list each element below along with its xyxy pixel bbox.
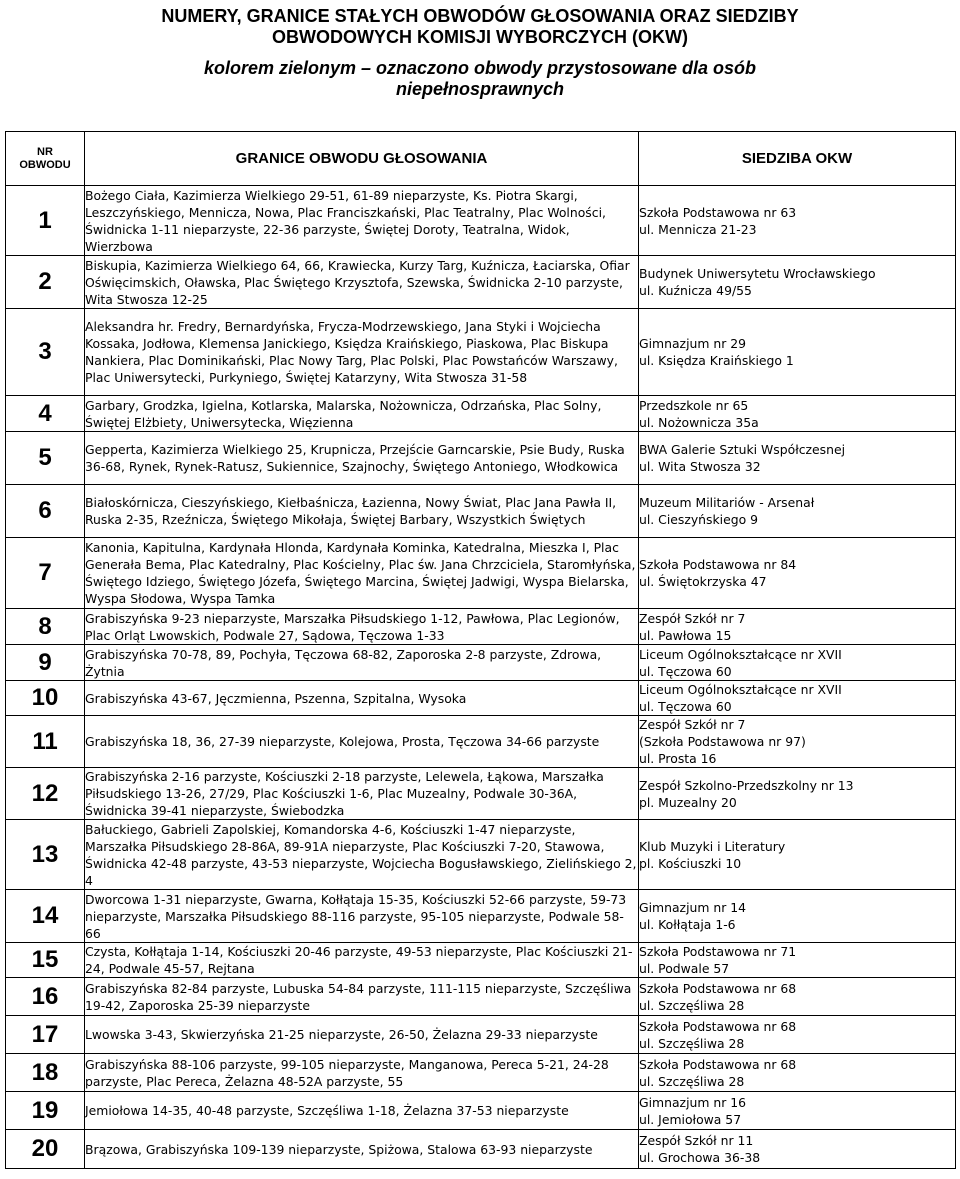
- committee-seat: [639, 538, 956, 609]
- column-header-number: [6, 132, 85, 186]
- committee-seat: [639, 609, 956, 645]
- committee-seat: [639, 820, 956, 890]
- committee-seat-line: Gimnazjum nr 16: [639, 1094, 747, 1110]
- committee-seat-line: ul. Mennicza 21-23: [639, 221, 757, 237]
- committee-seat-line: Szkoła Podstawowa nr 84: [639, 557, 797, 572]
- column-header-number-line-2: OBWODU: [19, 158, 71, 171]
- committee-seat-line: pl. Kościuszki 10: [639, 855, 742, 871]
- committee-seat: [639, 432, 956, 485]
- committee-seat-line: ul. Prosta 16: [639, 751, 717, 766]
- committee-seat-line: Zespół Szkół nr 7: [639, 717, 746, 732]
- table-row: [6, 1016, 956, 1054]
- table-row: [6, 943, 956, 978]
- table-row: [6, 768, 956, 820]
- committee-seat-line: ul. Tęczowa 60: [639, 663, 732, 679]
- column-header-number-line-1: NR: [37, 145, 53, 158]
- district-number: 16: [6, 978, 85, 1016]
- committee-seat: [639, 256, 956, 309]
- table-row: [6, 645, 956, 681]
- committee-seat-line: pl. Muzealny 20: [639, 794, 737, 810]
- district-number: 14: [6, 890, 85, 943]
- committee-seat-line: ul. Kuźnicza 49/55: [639, 283, 752, 298]
- district-number: 13: [6, 820, 85, 890]
- district-boundaries: Grabiszyńska 88-106 parzyste, 99-105 nieparzyste, Manganowa, Pereca 5-21, 24-28 parzyste, Plac Pereca, Żelazna 48-52A parzyste, 55: [85, 1054, 639, 1092]
- table-row: [6, 609, 956, 645]
- committee-seat-line: ul. Nożownicza 35a: [639, 414, 759, 430]
- table-row: [6, 1130, 956, 1169]
- table-row: [6, 396, 956, 432]
- committee-seat-line: ul. Tęczowa 60: [639, 699, 732, 714]
- district-boundaries: Białoskórnicza, Cieszyńskiego, Kiełbaśnicza, Łazienna, Nowy Świat, Plac Jana Pawła II, Ruska 2-35, Rzeźnicza, Świętego Mikołaja, Świętej Barbary, Wszystkich Świętych: [85, 485, 639, 538]
- committee-seat-line: ul. Szczęśliwa 28: [639, 1073, 745, 1089]
- table-row: [6, 978, 956, 1016]
- district-number: 19: [6, 1092, 85, 1130]
- committee-seat-line: ul. Podwale 57: [639, 961, 730, 976]
- committee-seat-line: ul. Szczęśliwa 28: [639, 1035, 745, 1051]
- committee-seat: [639, 1016, 956, 1054]
- committee-seat-line: Zespół Szkolno-Przedszkolny nr 13: [639, 777, 854, 793]
- district-boundaries: Grabiszyńska 43-67, Jęczmienna, Pszenna, Szpitalna, Wysoka: [85, 681, 639, 716]
- district-boundaries: Lwowska 3-43, Skwierzyńska 21-25 nieparzyste, 26-50, Żelazna 29-33 nieparzyste: [85, 1016, 639, 1054]
- district-number: 3: [6, 309, 85, 396]
- table-header-row: [6, 132, 956, 186]
- table-row: [6, 1054, 956, 1092]
- subtitle-line-1: kolorem zielonym – oznaczono obwody przystosowane dla osób: [203, 58, 757, 78]
- table-row: [6, 716, 956, 768]
- district-boundaries: Brązowa, Grabiszyńska 109-139 nieparzyste, Spiżowa, Stalowa 63-93 nieparzyste: [85, 1130, 639, 1169]
- district-boundaries: Grabiszyńska 9-23 nieparzyste, Marszałka Piłsudskiego 1-12, Pawłowa, Plac Legionów, Plac Orląt Lwowskich, Podwale 27, Sądowa, Tęczowa 1-33: [85, 609, 639, 645]
- subtitle-note: [0, 58, 960, 100]
- committee-seat: [639, 485, 956, 538]
- committee-seat-line: ul. Cieszyńskiego 9: [639, 512, 758, 527]
- district-boundaries: Bożego Ciała, Kazimierza Wielkiego 29-51, 61-89 nieparzyste, Ks. Piotra Skargi, Leszczyńskiego, Mennicza, Nowa, Plac Franciszkański, Plac Teatralny, Plac Wolności, Świdnicka 1-11 nieparzyste, 22-36 parzyste, Świętej Doroty, Teatralna, Widok, Wierzbowa: [85, 186, 639, 256]
- table-body: [6, 186, 956, 1169]
- district-number: 2: [6, 256, 85, 309]
- district-number: 8: [6, 609, 85, 645]
- committee-seat-line: Szkoła Podstawowa nr 68: [639, 1018, 797, 1034]
- table-row: [6, 538, 956, 609]
- committee-seat-line: Zespół Szkół nr 7: [639, 610, 746, 626]
- committee-seat-line: Klub Muzyki i Literatury: [639, 838, 786, 854]
- district-boundaries: Bałuckiego, Gabrieli Zapolskiej, Komandorska 4-6, Kościuszki 1-47 nieparzyste, Marszałka Piłsudskiego 28-86A, 89-91A nieparzyste, Plac Kościuszki 7-20, Stawowa, Świdnicka 42-48 parzyste, 43-53 nieparzyste, Wojciecha Bogusławskiego, Zielińskiego 2, 4: [85, 820, 639, 890]
- committee-seat-line: Szkoła Podstawowa nr 63: [639, 204, 797, 220]
- committee-seat-line: ul. Grochowa 36-38: [639, 1150, 761, 1165]
- committee-seat: [639, 309, 956, 396]
- committee-seat: [639, 186, 956, 256]
- committee-seat-line: Gimnazjum nr 14: [639, 900, 747, 915]
- table-row: [6, 432, 956, 485]
- district-number: 9: [6, 645, 85, 681]
- committee-seat-line: (Szkoła Podstawowa nr 97): [639, 734, 806, 749]
- committee-seat-line: Liceum Ogólnokształcące nr XVII: [639, 646, 842, 662]
- committee-seat-line: Muzeum Militariów - Arsenał: [639, 495, 815, 510]
- title-line-1: NUMERY, GRANICE STAŁYCH OBWODÓW GŁOSOWANIA ORAZ SIEDZIBY: [161, 6, 799, 26]
- district-boundaries: Grabiszyńska 18, 36, 27-39 nieparzyste, Kolejowa, Prosta, Tęczowa 34-66 parzyste: [85, 716, 639, 768]
- committee-seat-line: Gimnazjum nr 29: [639, 336, 747, 351]
- committee-seat: [639, 681, 956, 716]
- committee-seat-line: Budynek Uniwersytetu Wrocławskiego: [639, 266, 876, 281]
- committee-seat: [639, 1092, 956, 1130]
- committee-seat: [639, 716, 956, 768]
- district-boundaries: Jemiołowa 14-35, 40-48 parzyste, Szczęśliwa 1-18, Żelazna 37-53 nieparzyste: [85, 1092, 639, 1130]
- table-row: [6, 820, 956, 890]
- district-boundaries: Grabiszyńska 70-78, 89, Pochyła, Tęczowa 68-82, Zaporoska 2-8 parzyste, Zdrowa, Żytnia: [85, 645, 639, 681]
- districts-table: [5, 131, 956, 1169]
- committee-seat-line: Szkoła Podstawowa nr 71: [639, 944, 797, 959]
- committee-seat-line: ul. Świętokrzyska 47: [639, 574, 767, 589]
- district-number: 17: [6, 1016, 85, 1054]
- district-number: 10: [6, 681, 85, 716]
- district-boundaries: Biskupia, Kazimierza Wielkiego 64, 66, Krawiecka, Kurzy Targ, Kuźnicza, Łaciarska, Ofiar Oświęcimskich, Oławska, Plac Świętego Krzysztofa, Szewska, Świdnicka 2-10 parzyste, Wita Stwosza 12-25: [85, 256, 639, 309]
- district-number: 11: [6, 716, 85, 768]
- district-number: 4: [6, 396, 85, 432]
- committee-seat-line: ul. Jemiołowa 57: [639, 1111, 742, 1127]
- subtitle-line-2: niepełnosprawnych: [395, 79, 565, 99]
- committee-seat: [639, 768, 956, 820]
- district-number: 6: [6, 485, 85, 538]
- committee-seat-line: BWA Galerie Sztuki Współczesnej: [639, 442, 846, 457]
- district-boundaries: Grabiszyńska 82-84 parzyste, Lubuska 54-84 parzyste, 111-115 nieparzyste, Szczęśliwa 19-42, Zaporoska 25-39 nieparzyste: [85, 978, 639, 1016]
- district-boundaries: Czysta, Kołłątaja 1-14, Kościuszki 20-46 parzyste, 49-53 nieparzyste, Plac Kościuszki 21-24, Podwale 45-57, Rejtana: [85, 943, 639, 978]
- page-header: [0, 6, 960, 100]
- district-number: 18: [6, 1054, 85, 1092]
- table-row: [6, 186, 956, 256]
- district-number: 5: [6, 432, 85, 485]
- column-header-seat: SIEDZIBA OKW: [639, 132, 956, 186]
- committee-seat-line: Przedszkole nr 65: [639, 397, 749, 413]
- committee-seat-line: ul. Pawłowa 15: [639, 627, 732, 643]
- committee-seat: [639, 1130, 956, 1169]
- committee-seat: [639, 890, 956, 943]
- district-number: 20: [6, 1130, 85, 1169]
- district-number: 12: [6, 768, 85, 820]
- table-row: [6, 1092, 956, 1130]
- table-row: [6, 485, 956, 538]
- committee-seat-line: Szkoła Podstawowa nr 68: [639, 980, 797, 996]
- committee-seat-line: ul. Szczęśliwa 28: [639, 997, 745, 1013]
- committee-seat: [639, 978, 956, 1016]
- district-number: 7: [6, 538, 85, 609]
- table-row: [6, 681, 956, 716]
- committee-seat: [639, 645, 956, 681]
- district-boundaries: Dworcowa 1-31 nieparzyste, Gwarna, Kołłątaja 15-35, Kościuszki 52-66 parzyste, 59-73 nieparzyste, Marszałka Piłsudskiego 88-116 parzyste, 95-105 nieparzyste, Podwale 58-66: [85, 890, 639, 943]
- committee-seat: [639, 943, 956, 978]
- district-boundaries: Gepperta, Kazimierza Wielkiego 25, Krupnicza, Przejście Garncarskie, Psie Budy, Ruska 36-68, Rynek, Rynek-Ratusz, Sukiennice, Szajnochy, Świętego Antoniego, Włodkowica: [85, 432, 639, 485]
- committee-seat: [639, 1054, 956, 1092]
- committee-seat-line: ul. Wita Stwosza 32: [639, 459, 761, 474]
- district-boundaries: Kanonia, Kapitulna, Kardynała Hlonda, Kardynała Kominka, Katedralna, Mieszka I, Plac Generała Bema, Plac Katedralny, Plac Kościelny, Plac św. Jana Chrzciciela, Staromłyńska, Świętego Idziego, Świętego Józefa, Świętego Marcina, Świętej Jadwigi, Wyspa Bielarska, Wyspa Słodowa, Wyspa Tamka: [85, 538, 639, 609]
- column-header-boundaries: GRANICE OBWODU GŁOSOWANIA: [85, 132, 639, 186]
- district-number: 15: [6, 943, 85, 978]
- district-boundaries: Aleksandra hr. Fredry, Bernardyńska, Frycza-Modrzewskiego, Jana Styki i Wojciecha Kossaka, Jodłowa, Klemensa Janickiego, Księdza Kraińskiego, Piaskowa, Plac Biskupa Nankiera, Plac Dominikański, Plac Nowy Targ, Plac Polski, Plac Powstańców Warszawy, Plac Uniwersytecki, Purkyniego, Świętej Katarzyny, Wita Stwosza 31-58: [85, 309, 639, 396]
- title-line-2: OBWODOWYCH KOMISJI WYBORCZYCH (OKW): [272, 27, 688, 47]
- table-row: [6, 256, 956, 309]
- district-boundaries: Garbary, Grodzka, Igielna, Kotlarska, Malarska, Nożownicza, Odrzańska, Plac Solny, Świętej Elżbiety, Uniwersytecka, Więzienna: [85, 396, 639, 432]
- committee-seat-line: ul. Kołłątaja 1-6: [639, 917, 736, 932]
- committee-seat-line: ul. Księdza Kraińskiego 1: [639, 353, 794, 368]
- table-row: [6, 890, 956, 943]
- committee-seat-line: Szkoła Podstawowa nr 68: [639, 1056, 797, 1072]
- table-row: [6, 309, 956, 396]
- district-boundaries: Grabiszyńska 2-16 parzyste, Kościuszki 2-18 parzyste, Lelewela, Łąkowa, Marszałka Piłsudskiego 13-26, 27/29, Plac Kościuszki 1-6, Plac Muzealny, Podwale 30-36A, Świdnicka 39-41 nieparzyste, Świebodzka: [85, 768, 639, 820]
- committee-seat-line: Zespół Szkół nr 11: [639, 1133, 754, 1148]
- committee-seat: [639, 396, 956, 432]
- district-number: 1: [6, 186, 85, 256]
- committee-seat-line: Liceum Ogólnokształcące nr XVII: [639, 682, 842, 697]
